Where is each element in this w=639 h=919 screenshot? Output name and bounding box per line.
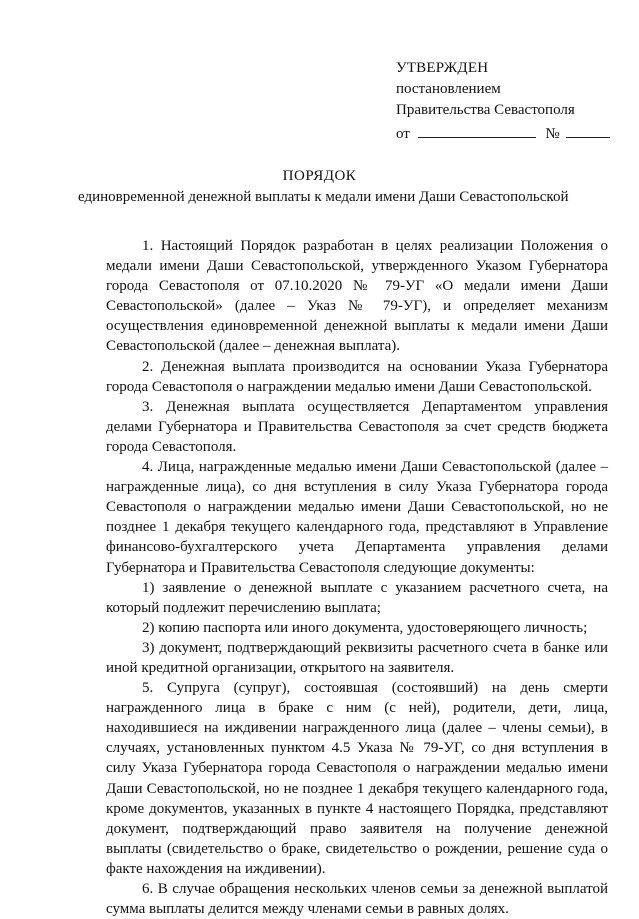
list-item-1: 1) заявление о денежной выплате с указанием расчетного счета, на который подлежит перечислению выплата; — [106, 579, 608, 616]
paragraph-2: 2. Денежная выплата производится на основании Указа Губернатора города Севастополя о награждении медалью имени Даши Севастопольской. — [106, 358, 608, 395]
number-prefix: № — [545, 126, 560, 142]
paragraph-4: 4. Лица, награжденные медалью имени Даши Севастопольской (далее – награжденные лица), со дня вступления в силу Указа Губернатора города Севастополя о награждении медалью имени Даши Севастопольской, но не позднее 1 декабря текущего календарного года, представляют в Управление финансово-бухгалтерского учета Департамента управления делами Губернатора и Правительства Севастополя следующие документы: — [106, 459, 608, 576]
document-subtitle: единовременной денежной выплаты к медали имени Даши Севастопольской — [78, 189, 569, 205]
number-field — [566, 121, 610, 138]
document-body — [106, 236, 608, 919]
approval-block — [396, 58, 626, 145]
approval-line-2: Правительства Севастополя — [396, 102, 575, 118]
paragraph-5: 5. Супруга (супруг), состоявшая (состоявший) на день смерти награжденного лица в браке с ним (с ней), родители, дети, лица, находившиеся на иждивении награжденного лица (далее – члены семьи), в случаях, установленных пунктом 4.5 Указа № 79-УГ, со дня вступления в силу Указа Губернатора города Севастополя о награждении медалью имени Даши Севастопольской, но не позднее 1 декабря текущего календарного года, кроме документов, указанных в пункте 4 настоящего Порядка, представляют документ, подтверждающий право заявителя на получение денежной выплаты (свидетельство о браке, свидетельство о рождении, решение суда о факте нахождения на иждивении). — [106, 680, 608, 877]
list-item-3: 3) документ, подтверждающий реквизиты расчетного счета в банке или иной кредитной организации, открытого на заявителя. — [106, 639, 608, 676]
list-item-2: 2) копию паспорта или иного документа, удостоверяющего личность; — [142, 619, 588, 636]
paragraph-6: 6. В случае обращения нескольких членов семьи за денежной выплатой сумма выплаты делится между членами семьи в равных долях. — [106, 881, 608, 918]
paragraph-1: 1. Настоящий Порядок разработан в целях реализации Положения о медали имени Даши Севастопольской, утвержденного Указом Губернатора города Севастополя от 07.10.2020 № 79-УГ «О медали имени Даши Севастопольской» (далее – Указ № 79-УГ), и определяет механизм осуществления единовременной денежной выплаты к медали имени Даши Севастопольской (далее – денежная выплата). — [106, 238, 608, 355]
paragraph-3: 3. Денежная выплата осуществляется Департаментом управления делами Губернатора и Правительства Севастополя за счет средств бюджета города Севастополя. — [106, 398, 608, 455]
approval-heading: УТВЕРЖДЕН — [396, 60, 489, 76]
date-prefix: от — [396, 126, 410, 142]
approval-date-number-row — [396, 121, 626, 145]
document-title: ПОРЯДОК — [282, 168, 357, 184]
document-title-block — [0, 166, 639, 208]
date-field — [418, 121, 536, 138]
approval-line-1: постановлением — [396, 81, 501, 97]
